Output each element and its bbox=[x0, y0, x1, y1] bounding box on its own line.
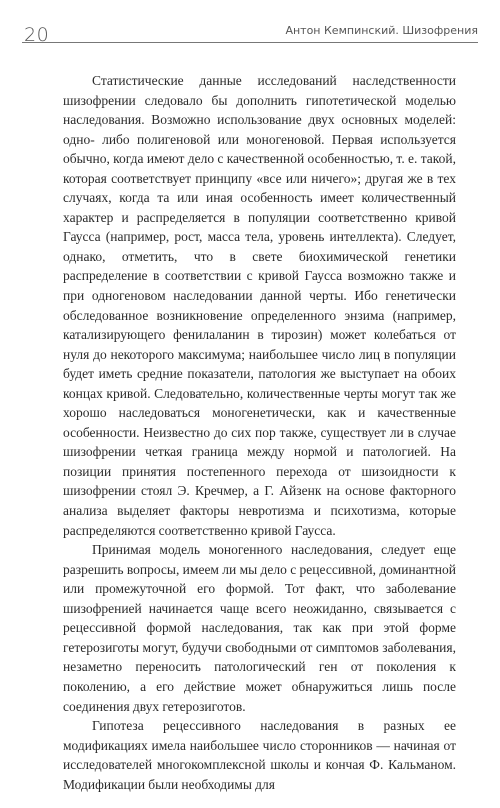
paragraph-1: Статистические данные исследований наследственности шизофрении следовало бы дополнить гипотетической моделью наследования. Возможно использование двух основных моделей: одно- либо полигеновой или моногеновой. Первая используется обычно, когда имеют дело с качественной особенностью, т. е. такой, которая соответствует принципу «все или ничего»; другая же в тех случаях, когда та или иная особенность имеет количественный характер и распределяется в популяции соответственно кривой Гаусса (например, рост, масса тела, уровень интеллекта). Следует, однако, отметить, что в свете биохимической генетики распределение в соответствии с кривой Гаусса возможно также и при одногеновом наследовании данной черты. Ибо генетически обследованное возникновение определенного энзима (например, катализирующего фенилаланин в тирозин) может колебаться от нуля до некоторого максимума; наибольшее число лиц в популяции будет иметь средние показатели, патология же выступает на обоих концах кривой. Следовательно, количественные черты могут так же хорошо наследоваться моногенетически, как и качественные особенности. Неизвестно до сих пор также, существует ли в случае шизофрении четкая граница между нормой и патологией. На позиции принятия постепенного перехода от шизоидности к шизофрении стоял Э. Кречмер, а Г. Айзенк на основе факторного анализа выделяет факторы невротизма и психотизма, которые распределяются соответственно кривой Гаусса. bbox=[63, 73, 456, 538]
paragraph-3: Гипотеза рецессивного наследования в разных ее модификациях имела наибольшее число сторонников — начиная от исследователей многокомплексной школы и кончая Ф. Кальманом. Модификации были необходимы для bbox=[63, 718, 456, 792]
page-body bbox=[63, 71, 456, 794]
page-number: 20 bbox=[24, 24, 50, 46]
page-header bbox=[22, 18, 478, 50]
paragraph-2: Принимая модель моногенного наследования, следует еще разрешить вопросы, имеем ли мы дело с рецессивной, доминантной или промежуточной его формой. Тот факт, что заболевание шизофренией начинается чаще всего неожиданно, связывается с рецессивной формой наследования, так как при этой форме гетерозиготы могут, будучи свободными от симптомов заболевания, незаметно переносить патологический ген от поколения к поколению, а его действие может обнаружиться лишь после соединения двух гетерозиготов. bbox=[63, 542, 456, 714]
running-title: Антон Кемпинский. Шизофрения bbox=[279, 24, 478, 37]
header-rule bbox=[22, 42, 478, 43]
